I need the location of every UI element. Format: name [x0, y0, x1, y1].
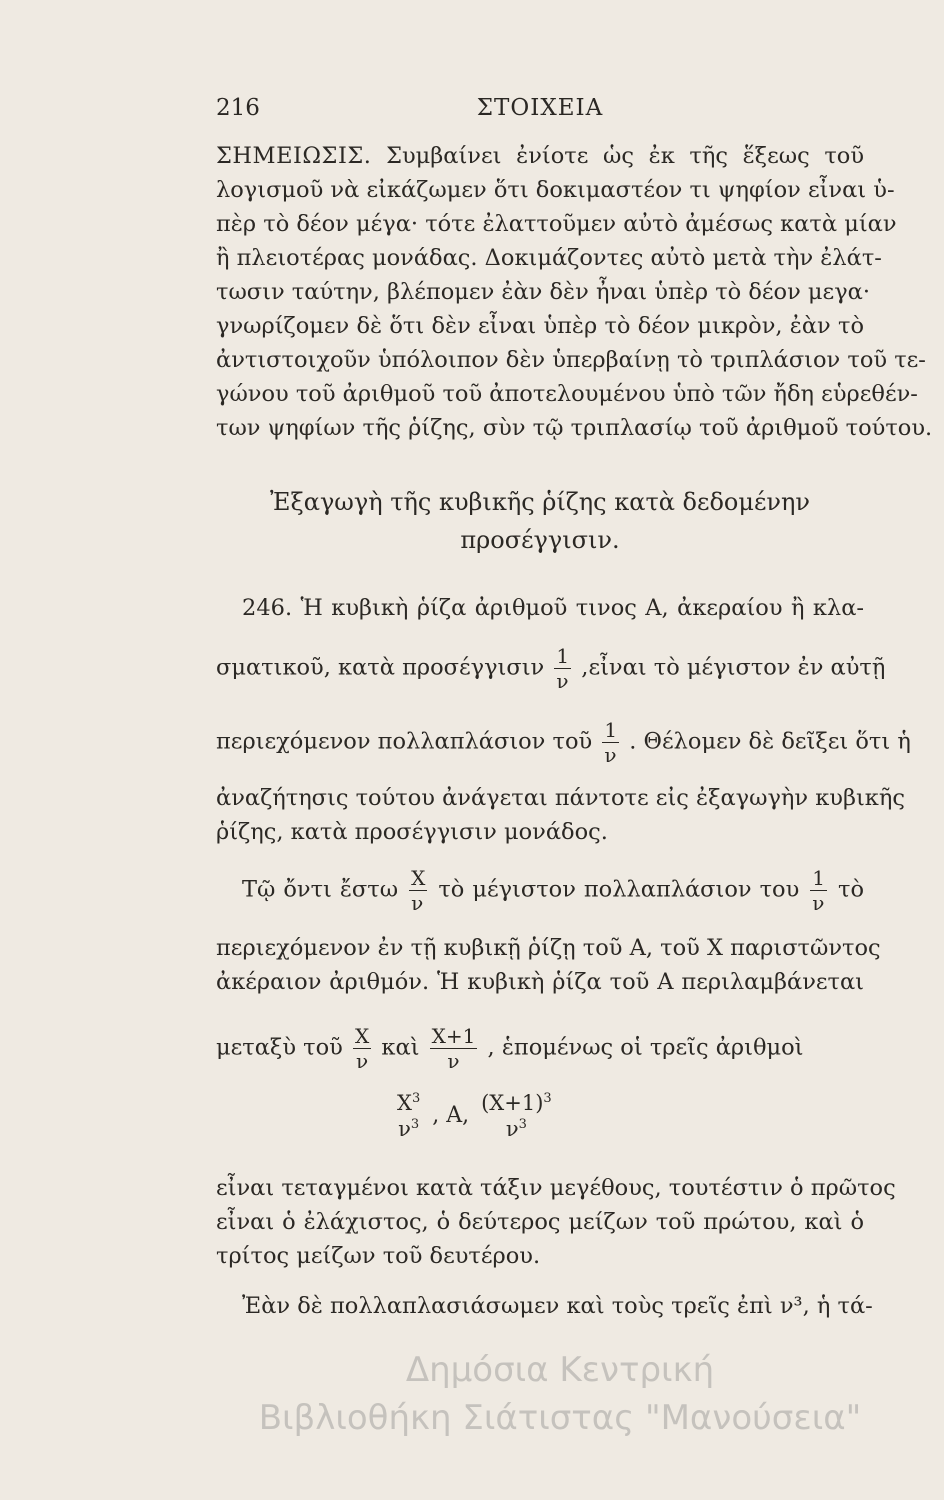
- paragraph-number: 246.: [242, 595, 293, 621]
- exponent: 3: [410, 1117, 420, 1132]
- fraction-one-over-nu: [810, 868, 827, 913]
- note-label: ΣΗΜΕΙΩΣΙΣ.: [216, 143, 372, 169]
- fraction-denominator: [395, 1116, 422, 1140]
- note-line-9: των ψηφίων τῆς ῥίζης, σὺν τῷ τριπλασίῳ τοῦ ἀριθμοῦ τούτου.: [216, 415, 933, 441]
- paragraph-246-line-7: περιεχόμενον ἐν τῇ κυβικῇ ῥίζῃ τοῦ Α, τοῦ Χ παριστῶντος: [216, 935, 881, 961]
- fraction-x-cubed-over-nu-cubed: [395, 1092, 422, 1140]
- note-line-6: γνωρίζομεν δὲ ὅτι δὲν εἶναι ὑπὲρ τὸ δέον μικρὸν, ἐὰν τὸ: [216, 313, 864, 339]
- note-line-3: πὲρ τὸ δέον μέγα· τότε ἐλαττοῦμεν αὐτὸ ἀμέσως κατὰ μίαν: [216, 211, 897, 237]
- note-text: Συμβαίνει ἐνίοτε ὡς ἐκ τῆς ἕξεως τοῦ: [386, 143, 865, 169]
- paragraph-246-line-8: ἀκέραιον ἀριθμόν. Ἡ κυβικὴ ῥίζα τοῦ Α περιλαμβάνεται: [216, 969, 864, 995]
- library-watermark-line-1: Δημόσια Κεντρική: [405, 1350, 715, 1390]
- section-heading-line-1: Ἐξαγωγὴ τῆς κυβικῆς ῥίζης κατὰ δεδομένην: [270, 488, 810, 516]
- text-segment: ,εἶναι τὸ μέγιστον ἐν αὐτῇ: [581, 654, 886, 681]
- fraction-denominator: ν: [409, 890, 427, 913]
- fraction-denominator: ν: [810, 890, 827, 913]
- fraction-x-plus-one-over-nu: [430, 1026, 478, 1071]
- paragraph-246-line-12: τρίτος μείζων τοῦ δευτέρου.: [216, 1243, 541, 1269]
- fraction-denominator: ν: [554, 668, 571, 691]
- paragraph-246-line-2: [216, 644, 886, 693]
- formula-separator: , Α,: [432, 1103, 470, 1128]
- fraction-denominator: ν: [353, 1048, 371, 1071]
- text-segment: τὸ: [838, 876, 864, 903]
- fraction-x-plus-one-cubed-over-nu-cubed: [479, 1092, 554, 1140]
- page-number: 216: [216, 95, 260, 121]
- fraction-numerator: Χ: [411, 866, 426, 890]
- exponent: 3: [543, 1091, 552, 1106]
- paragraph-246-line-11: εἶναι ὁ ἐλάχιστος, ὁ δεύτερος μείζων τοῦ πρώτου, καὶ ὁ: [216, 1209, 864, 1235]
- fraction-numerator: 1: [556, 644, 570, 668]
- fraction-numerator: Χ+1: [431, 1024, 476, 1048]
- library-watermark-line-2: Βιβλιοθήκη Σιάτιστας "Μανούσεια": [258, 1398, 862, 1438]
- note-line-7: ἀντιστοιχοῦν ὑπόλοιπον δὲν ὑπερβαίνῃ τὸ τριπλάσιον τοῦ τε-: [216, 347, 926, 373]
- text-segment: καὶ: [381, 1034, 420, 1061]
- fraction-numerator: [395, 1092, 422, 1116]
- paragraph-246-line-13: Ἐὰν δὲ πολλαπλασιάσωμεν καὶ τοὺς τρεῖς ἐπὶ ν³, ἡ τά-: [242, 1293, 873, 1319]
- note-line-2: λογισμοῦ νὰ εἰκάζωμεν ὅτι δοκιμαστέον τι ψηφίον εἶναι ὑ-: [216, 177, 895, 203]
- section-heading-line-2: προσέγγισιν.: [460, 526, 620, 554]
- exponent: 3: [518, 1117, 527, 1132]
- paragraph-246-line-1: [242, 592, 864, 624]
- fraction-x-over-nu: [353, 1026, 371, 1071]
- running-title: ΣΤΟΙΧΕΙΑ: [476, 95, 604, 121]
- text-segment: περιεχόμενον πολλαπλάσιον τοῦ: [216, 728, 593, 755]
- fraction-one-over-nu: [554, 646, 571, 691]
- note-line-8: γώνου τοῦ ἀριθμοῦ τοῦ ἀποτελουμένου ὑπὸ τῶν ἤδη εὑρεθέν-: [216, 381, 918, 407]
- exponent: 3: [411, 1091, 421, 1106]
- note-line-5: τωσιν ταύτην, βλέπομεν ἐὰν δὲν ἦναι ὑπὲρ τὸ δέον μεγα·: [216, 279, 870, 305]
- display-formula: [392, 1092, 557, 1140]
- paragraph-text: Ἡ κυβικὴ ῥίζα ἀριθμοῦ τινος Α, ἀκεραίου ἢ κλα-: [300, 595, 864, 621]
- text-segment: Τῷ ὄντι ἔστω: [242, 876, 399, 903]
- fraction-numerator: 1: [812, 866, 825, 890]
- paragraph-246-line-5: ῥίζης, κατὰ προσέγγισιν μονάδος.: [216, 819, 608, 845]
- text-segment: . Θέλομεν δὲ δεῖξει ὅτι ἡ: [629, 728, 911, 755]
- text-segment: μεταξὺ τοῦ: [216, 1034, 343, 1061]
- paragraph-246-line-3: [216, 718, 911, 767]
- fraction-numerator: 1: [604, 718, 618, 742]
- paragraph-246-line-9: [216, 1026, 864, 1071]
- base-nu: ν: [398, 1117, 411, 1141]
- note-line-4: ἢ πλειοτέρας μονάδας. Δοκιμάζοντες αὐτὸ μετὰ τὴν ἐλάτ-: [216, 245, 882, 271]
- fraction-one-over-nu: [602, 720, 619, 765]
- fraction-numerator: [479, 1092, 554, 1116]
- fraction-x-over-nu: [409, 868, 427, 913]
- text-segment: σματικοῦ, κατὰ προσέγγισιν: [216, 654, 545, 681]
- paragraph-246-line-4: ἀναζήτησις τούτου ἀνάγεται πάντοτε εἰς ἐξαγωγὴν κυβικῆς: [216, 785, 905, 811]
- base-x: Χ: [397, 1091, 412, 1115]
- fraction-denominator: ν: [430, 1048, 478, 1071]
- fraction-numerator: Χ: [354, 1024, 370, 1048]
- text-segment: , ἑπομένως οἱ τρεῖς ἀριθμοὶ: [487, 1034, 804, 1061]
- note-line-1: [216, 140, 864, 172]
- base-x-plus-one: (Χ+1): [481, 1091, 544, 1115]
- paragraph-246-line-10: εἶναι τεταγμένοι κατὰ τάξιν μεγέθους, τουτέστιν ὁ πρῶτος: [216, 1175, 896, 1201]
- paragraph-246-line-6: [242, 868, 864, 913]
- base-nu: ν: [505, 1117, 519, 1141]
- fraction-denominator: [479, 1116, 554, 1140]
- fraction-denominator: ν: [602, 742, 619, 765]
- text-segment: τὸ μέγιστον πολλαπλάσιον του: [438, 876, 800, 903]
